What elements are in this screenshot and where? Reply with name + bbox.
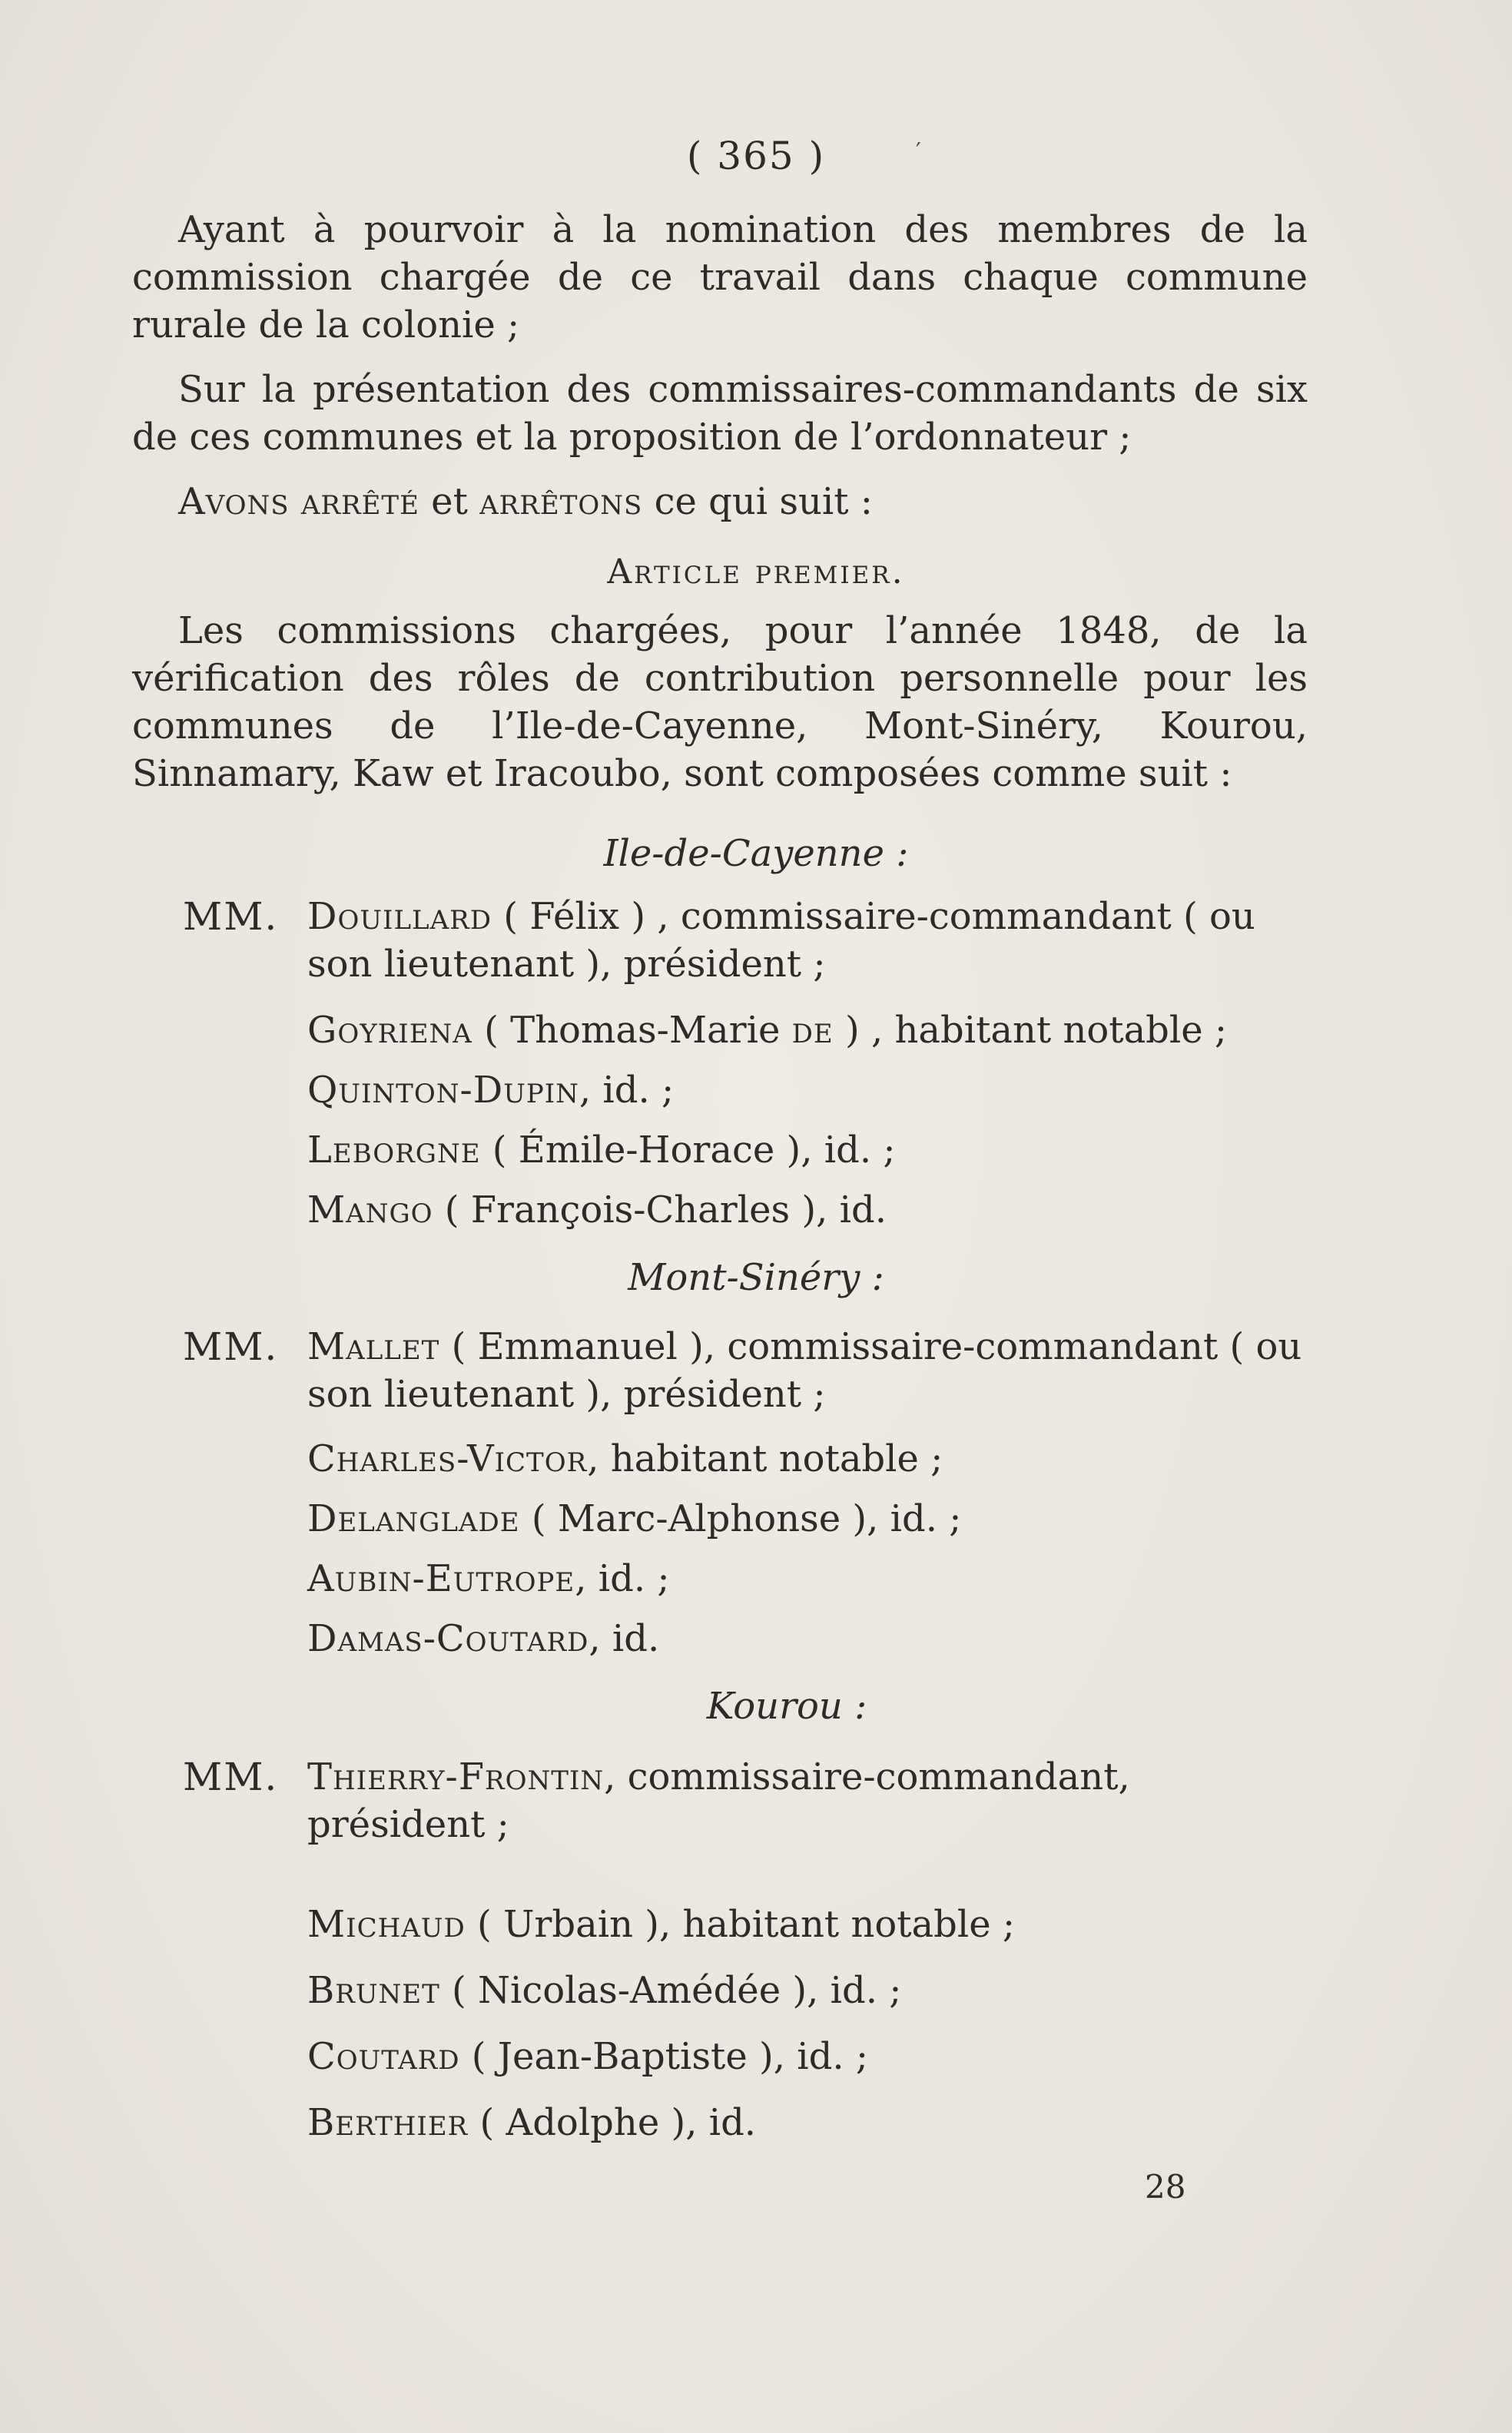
member-entry	[307, 1495, 1306, 1543]
member-detail: ( Marc-Alphonse ), id. ;	[531, 1497, 962, 1540]
member-name: Brunet	[307, 1969, 440, 2012]
mm-label: MM.	[183, 1324, 279, 1369]
member-name: Mallet	[307, 1325, 440, 1368]
decree-et: et	[431, 480, 468, 523]
section-title-kourou: Kourou :	[706, 1685, 867, 1728]
member-entry	[307, 1186, 1306, 1234]
member-entry	[307, 1615, 1306, 1662]
decree-arretons: arrêtons	[479, 480, 643, 523]
member-name: Goyriena	[307, 1009, 472, 1052]
member-entry	[307, 2099, 1306, 2146]
member-entry	[307, 1967, 1306, 2014]
member-name: Douillard	[307, 895, 492, 938]
member-name: Quinton-Dupin	[307, 1069, 579, 1112]
member-detail: ( Félix ) , commissaire-commandant ( ou son lieutenant ), président ;	[307, 895, 1255, 986]
signature-mark: 28	[1145, 2168, 1186, 2206]
member-name: Aubin-Eutrope	[307, 1557, 575, 1600]
article-heading: Article premier.	[607, 552, 905, 592]
member-detail: , id. ;	[579, 1069, 675, 1112]
member-entry	[307, 1901, 1306, 1948]
member-entry	[307, 1006, 1306, 1054]
member-entry	[307, 1555, 1306, 1603]
decree-rest: ce qui suit :	[654, 480, 873, 523]
member-name: Coutard	[307, 2035, 460, 2078]
member-entry	[307, 893, 1306, 988]
member-particle: de	[791, 1009, 834, 1052]
mm-label: MM.	[183, 894, 279, 939]
member-name: Michaud	[307, 1903, 466, 1946]
member-entry	[307, 1323, 1306, 1418]
member-name: Leborgne	[307, 1129, 481, 1172]
member-detail: ( Nicolas-Amédée ), id. ;	[452, 1969, 902, 2012]
mm-label: MM.	[183, 1755, 279, 1799]
section-title-ile-de-cayenne: Ile-de-Cayenne :	[603, 832, 909, 875]
page-number: ( 365 )	[686, 134, 826, 178]
member-detail: , commissaire-commandant, président ;	[307, 1755, 1130, 1846]
decree-avons: Avons	[178, 480, 290, 523]
member-detail: ( Adolphe ), id.	[479, 2101, 757, 2144]
ink-mark: ′	[916, 138, 921, 165]
member-entry	[307, 1066, 1306, 1114]
member-detail: ( Thomas-Marie	[484, 1009, 781, 1052]
member-detail: ( Urbain ), habitant notable ;	[476, 1903, 1016, 1946]
decree-line	[132, 478, 1308, 525]
member-entry	[307, 1126, 1306, 1174]
member-name: Damas-Coutard	[307, 1617, 589, 1660]
section-title-mont-sinery: Mont-Sinéry :	[628, 1256, 884, 1299]
member-name: Mango	[307, 1188, 433, 1231]
member-detail: ( Jean-Baptiste ), id. ;	[471, 2035, 868, 2078]
member-detail: ( François-Charles ), id.	[444, 1188, 887, 1231]
member-detail: ( Emmanuel ), commissaire-commandant ( ou son lieutenant ), président ;	[307, 1325, 1302, 1416]
member-detail: , habitant notable ;	[587, 1437, 943, 1480]
member-detail: ( Émile-Horace ), id. ;	[492, 1129, 896, 1172]
member-name: Charles-Victor	[307, 1437, 588, 1480]
member-detail: ) , habitant notable ;	[844, 1009, 1228, 1052]
member-name: Thierry-Frontin	[307, 1755, 605, 1798]
paragraph-presentation: Sur la présentation des commissaires-commandants de six de ces communes et la proposition de l’ordonnateur ;	[132, 368, 1308, 459]
member-name: Delanglade	[307, 1497, 520, 1540]
paragraph-nomination: Ayant à pourvoir à la nomination des membres de la commission chargée de ce travail dans chaque commune rurale de la colonie ;	[132, 208, 1308, 346]
member-entry	[307, 1435, 1306, 1483]
member-entry	[307, 1753, 1306, 1848]
member-entry	[307, 2033, 1306, 2080]
paragraph-commissions: Les commissions chargées, pour l’année 1848, de la vérification des rôles de contribution personnelle pour les communes de l’Ile-de-Cayenne, Mont-Sinéry, Kourou, Sinnamary, Kaw et Iracoubo, sont composées comme suit :	[132, 609, 1308, 795]
member-name: Berthier	[307, 2101, 469, 2144]
member-detail: , id.	[589, 1617, 660, 1660]
decree-arrete: arrêté	[300, 480, 419, 523]
page-header	[0, 132, 1512, 180]
member-detail: , id. ;	[575, 1557, 670, 1600]
